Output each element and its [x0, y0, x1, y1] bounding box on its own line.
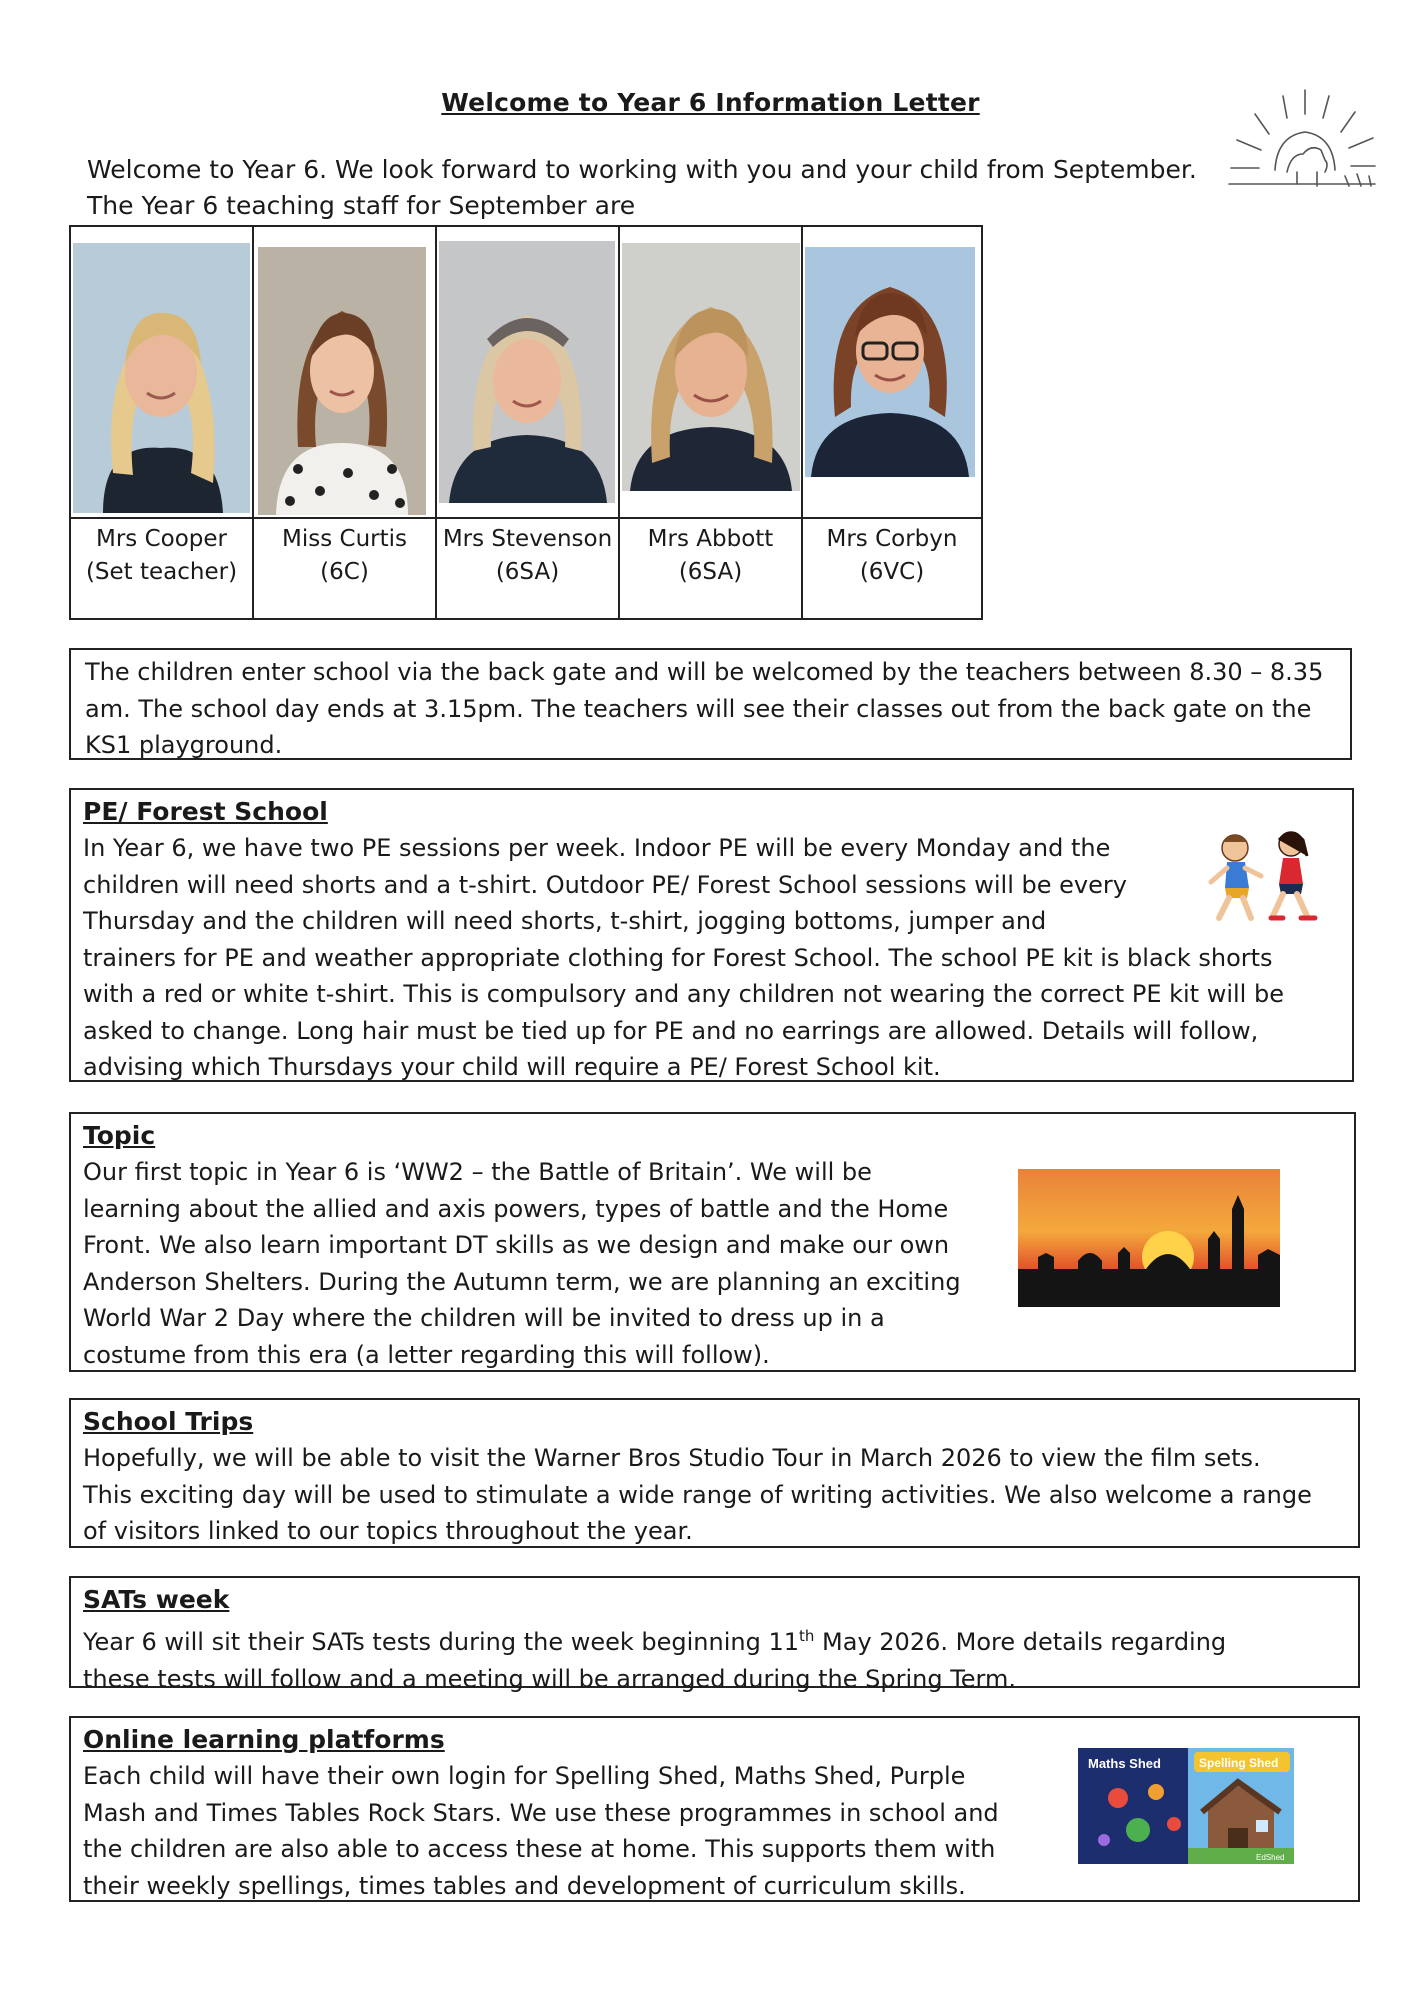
- staff-card: [620, 227, 803, 618]
- staff-photo: [258, 247, 426, 515]
- topic-line: costume from this era (a letter regarding this will follow).: [83, 1340, 770, 1369]
- edshed-brand-label: EdShed: [1256, 1853, 1285, 1862]
- topic-line: learning about the allied and axis powers, types of battle and the Home: [83, 1194, 949, 1223]
- staff-photo: [622, 243, 800, 491]
- online-line: Mash and Times Tables Rock Stars. We use these programmes in school and: [83, 1798, 999, 1827]
- staff-name: Mrs Stevenson: [442, 526, 613, 552]
- running-children-image: [1195, 826, 1325, 926]
- topic-line: Our first topic in Year 6 is ‘WW2 – the Battle of Britain’. We will be: [83, 1158, 872, 1186]
- pe-section: [69, 788, 1354, 1082]
- sats-section: [69, 1576, 1360, 1693]
- school-logo-image: [1225, 88, 1385, 208]
- trips-heading: School Trips: [83, 1407, 254, 1436]
- arrival-info-box: [69, 648, 1352, 760]
- maths-shed-label: Maths Shed: [1088, 1756, 1161, 1771]
- edshed-image: [1078, 1748, 1294, 1864]
- staff-table: [69, 225, 983, 620]
- online-line: the children are also able to access these at home. This supports them with: [83, 1835, 996, 1863]
- intro-line-2: The Year 6 teaching staff for September are: [87, 191, 636, 220]
- staff-photo: [439, 241, 615, 503]
- topic-heading: Topic: [83, 1121, 156, 1150]
- trips-line: This exciting day will be used to stimulate a wide range of writing activities. We also welcome a range: [83, 1480, 1312, 1509]
- staff-card: [254, 227, 437, 618]
- online-heading: Online learning platforms: [83, 1725, 445, 1754]
- sats-line-2: these tests will follow and a meeting will be arranged during the Spring Term.: [83, 1664, 1016, 1693]
- intro-line-1: Welcome to Year 6. We look forward to working with you and your child from September.: [87, 155, 1197, 184]
- pe-line: In Year 6, we have two PE sessions per week. Indoor PE will be every Monday and the: [83, 834, 1111, 862]
- sats-heading: SATs week: [83, 1585, 230, 1614]
- staff-card: [437, 227, 620, 618]
- staff-role: (6VC): [859, 559, 925, 585]
- staff-name: Mrs Cooper: [95, 526, 227, 552]
- trips-section: [69, 1398, 1360, 1548]
- trips-line: Hopefully, we will be able to visit the Warner Bros Studio Tour in March 2026 to view the film sets.: [83, 1444, 1261, 1472]
- staff-card: [803, 227, 981, 618]
- topic-line: World War 2 Day where the children will be invited to dress up in a: [83, 1304, 885, 1332]
- arrival-text: The children enter school via the back gate and will be welcomed by the teachers between 8.30 – 8.35 am. The school day ends at 3.15pm. The teachers will see their classes out from the back gate on the KS1 playground.: [85, 658, 1324, 759]
- staff-name: Miss Curtis: [282, 526, 407, 552]
- topic-line: Front. We also learn important DT skills as we design and make our own: [83, 1231, 950, 1259]
- pe-line: advising which Thursdays your child will require a PE/ Forest School kit.: [83, 1053, 941, 1081]
- spelling-shed-label: Spelling Shed: [1199, 1756, 1279, 1770]
- pe-heading: PE/ Forest School: [83, 797, 328, 826]
- pe-line: asked to change. Long hair must be tied up for PE and no earrings are allowed. Details will follow,: [83, 1016, 1259, 1045]
- staff-role: (Set teacher): [85, 559, 238, 585]
- topic-line: Anderson Shelters. During the Autumn term, we are planning an exciting: [83, 1267, 961, 1296]
- online-line: their weekly spellings, times tables and development of curriculum skills.: [83, 1871, 966, 1900]
- trips-line: of visitors linked to our topics throughout the year.: [83, 1517, 693, 1545]
- page-title: Welcome to Year 6 Information Letter: [441, 88, 980, 117]
- staff-role: (6SA): [678, 559, 743, 585]
- pe-line: trainers for PE and weather appropriate clothing for Forest School. The school PE kit is black shorts: [83, 943, 1273, 972]
- staff-photo: [73, 243, 250, 513]
- staff-photo: [805, 247, 975, 477]
- pe-line: children will need shorts and a t-shirt. Outdoor PE/ Forest School sessions will be every: [83, 870, 1127, 899]
- staff-name: Mrs Corbyn: [826, 526, 958, 552]
- pe-line: Thursday and the children will need shorts, t-shirt, jogging bottoms, jumper and: [83, 907, 1047, 935]
- staff-card: [71, 227, 254, 618]
- sats-line-1: Year 6 will sit their SATs tests during the week beginning 11th May 2026. More details regarding: [83, 1627, 1227, 1656]
- skyline-sunset-image: [1018, 1169, 1280, 1307]
- pe-line: with a red or white t-shirt. This is compulsory and any children not wearing the correct PE kit will be: [83, 980, 1284, 1008]
- staff-name: Mrs Abbott: [647, 526, 774, 552]
- staff-role: (6C): [320, 559, 369, 585]
- staff-role: (6SA): [495, 559, 560, 585]
- online-line: Each child will have their own login for Spelling Shed, Maths Shed, Purple: [83, 1762, 966, 1790]
